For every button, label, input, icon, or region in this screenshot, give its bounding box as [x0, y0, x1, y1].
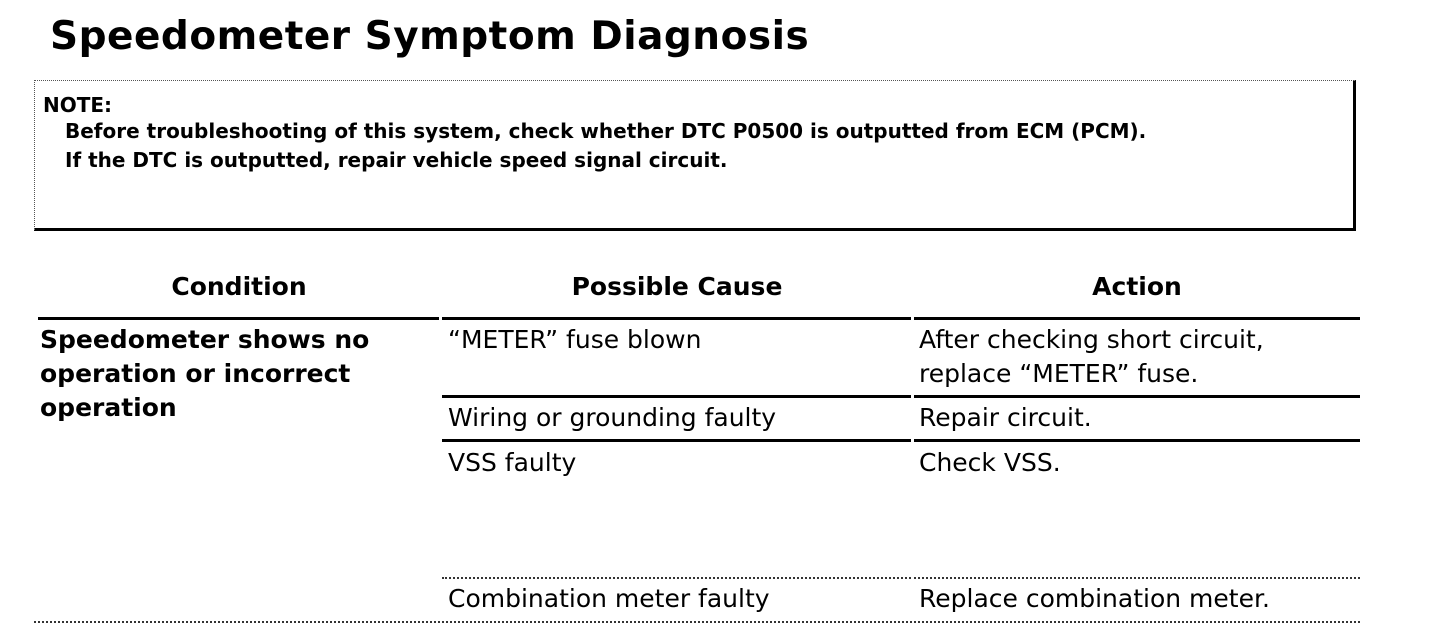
condition-cell: Speedometer shows no operation or incorrect operation	[40, 325, 370, 422]
note-line: If the DTC is outputted, repair vehicle speed signal circuit.	[65, 148, 728, 172]
note-box	[34, 80, 1356, 231]
page-title: Speedometer Symptom Diagnosis	[50, 14, 810, 59]
table-cell-cause: Combination meter faulty	[448, 584, 770, 613]
table-cell-cause: “METER” fuse blown	[448, 325, 702, 354]
table-rule	[34, 621, 1360, 623]
header-condition: Condition	[171, 272, 307, 301]
table-rule	[914, 395, 1360, 398]
header-action: Action	[1092, 272, 1182, 301]
table-rule	[442, 577, 911, 579]
table-rule	[914, 577, 1360, 579]
table-cell-action: Check VSS.	[919, 448, 1061, 477]
note-line: Before troubleshooting of this system, check whether DTC P0500 is outputted from ECM (PCM).	[65, 119, 1147, 143]
table-cell-action: Replace combination meter.	[919, 584, 1270, 613]
table-rule	[914, 439, 1360, 442]
table-rule	[442, 439, 911, 442]
table-rule	[442, 317, 911, 320]
table-cell-action: After checking short circuit, replace “METER” fuse.	[919, 325, 1264, 388]
table-cell-cause: Wiring or grounding faulty	[448, 403, 777, 432]
table-cell-cause: VSS faulty	[448, 448, 577, 477]
table-rule	[442, 395, 911, 398]
note-label: NOTE:	[43, 93, 113, 117]
header-possible-cause: Possible Cause	[571, 272, 783, 301]
table-rule	[38, 317, 439, 320]
table-rule	[914, 317, 1360, 320]
table-cell-action: Repair circuit.	[919, 403, 1092, 432]
